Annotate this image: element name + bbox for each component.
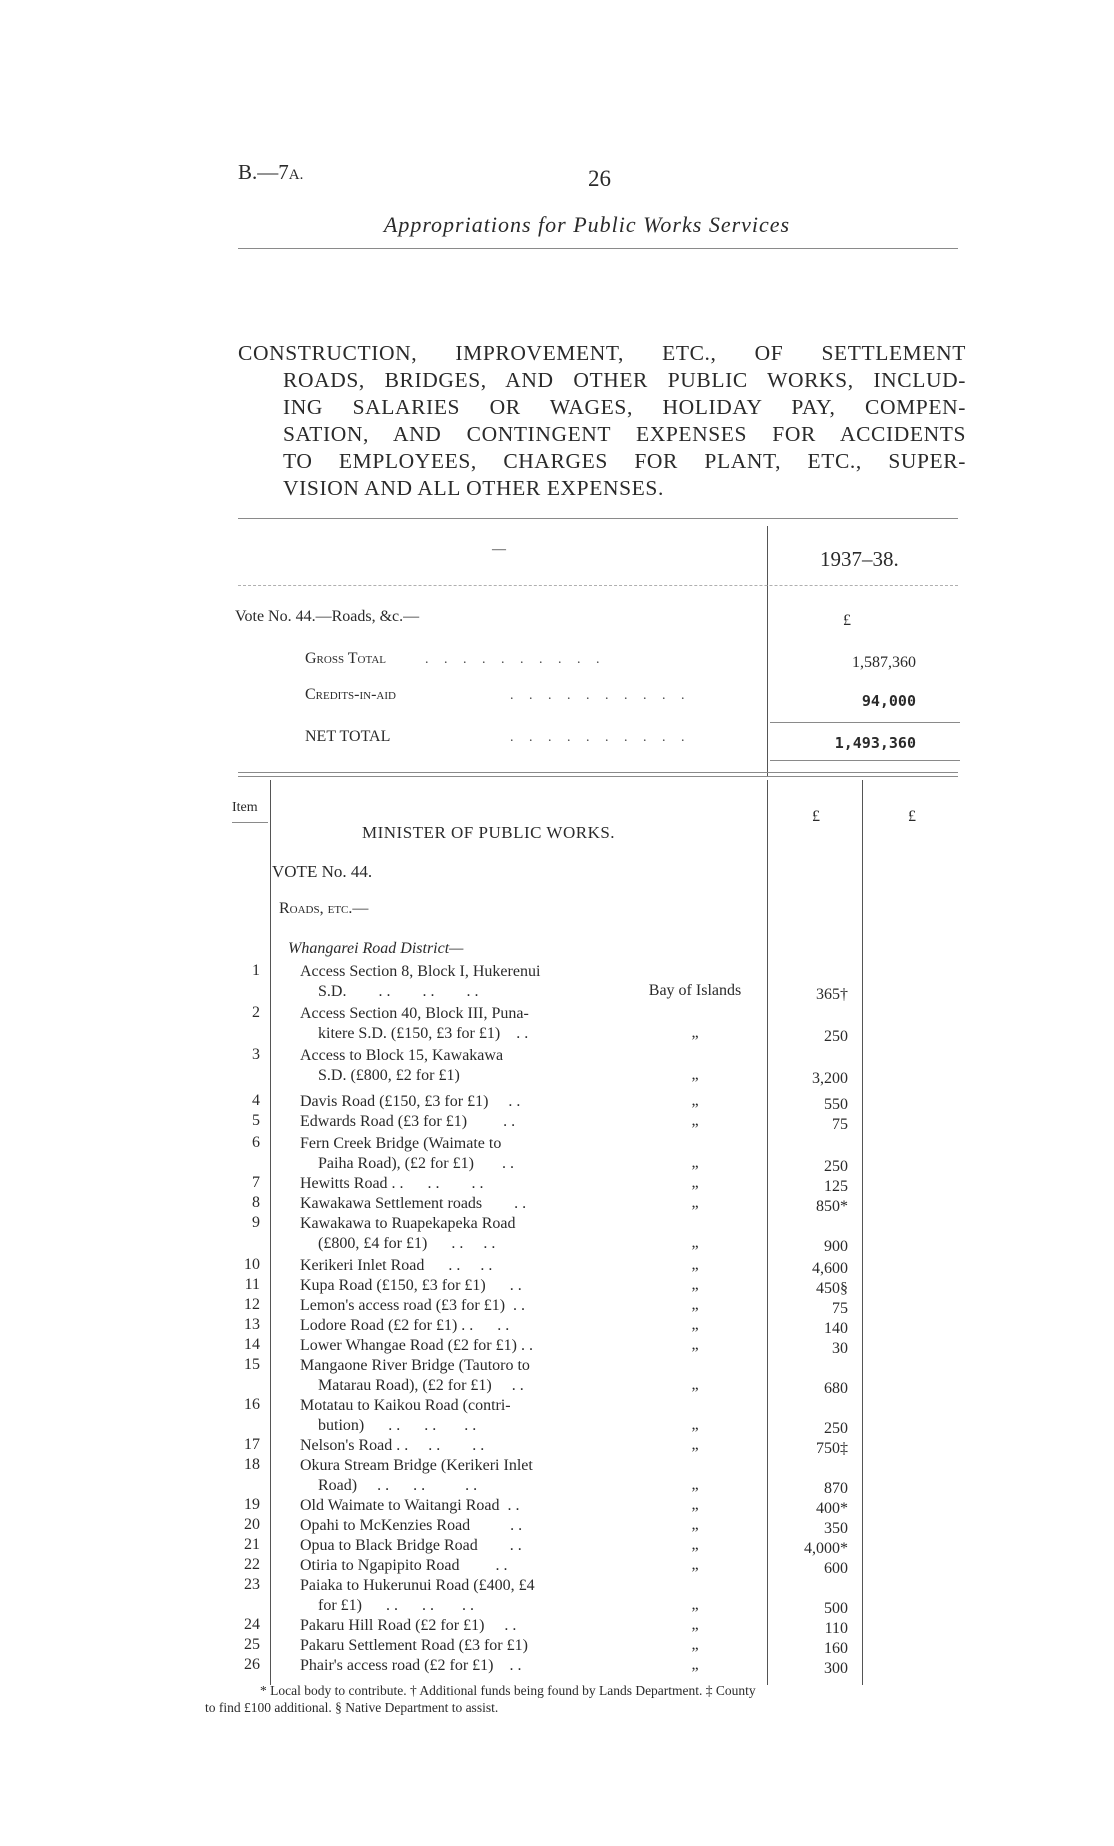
- item-district: „: [691, 1536, 699, 1553]
- item-amount: 4,000*: [804, 1540, 848, 1557]
- item-description: [300, 1194, 600, 1214]
- item-district: „: [691, 1234, 699, 1251]
- item-description-line: Phair's access road (£2 for £1) . .: [300, 1657, 522, 1674]
- item-description: [300, 1174, 600, 1194]
- item-district: „: [691, 1596, 699, 1613]
- vote-label: Vote No. 44.—Roads, &c.—: [235, 608, 420, 625]
- item-description: [300, 1004, 600, 1044]
- item-description-line: for £1) . . . . . .: [318, 1597, 474, 1614]
- item-column-divider: [270, 780, 271, 1685]
- item-description: [300, 1134, 600, 1174]
- item-number: 3: [252, 1046, 260, 1063]
- summary-column-divider: [767, 526, 768, 776]
- item-description: [300, 962, 600, 1002]
- total-column-divider: [862, 780, 863, 1685]
- item-description-line: Kawakawa Settlement roads . .: [300, 1195, 527, 1212]
- item-description: [300, 1576, 600, 1616]
- summary-top-rule: [238, 518, 958, 519]
- item-number: 19: [244, 1496, 260, 1513]
- item-description-line: Motatau to Kaikou Road (contri-: [300, 1397, 511, 1414]
- item-amount: 250: [824, 1028, 848, 1045]
- item-description-line: Lower Whangae Road (£2 for £1) . .: [300, 1337, 533, 1354]
- item-number: 9: [252, 1214, 260, 1231]
- item-number: 15: [244, 1356, 260, 1373]
- detail-top-rule: [238, 772, 958, 773]
- amount-column-currency: £: [812, 808, 820, 825]
- credits-in-aid-leader: . . . . . . . . . .: [510, 688, 691, 703]
- summary-dash: —: [492, 542, 506, 557]
- item-number: 17: [244, 1436, 260, 1453]
- item-number: 5: [252, 1112, 260, 1129]
- item-amount: 400*: [816, 1500, 848, 1517]
- item-number: 8: [252, 1194, 260, 1211]
- gross-total-value: 1,587,360: [852, 654, 916, 671]
- item-number: 10: [244, 1256, 260, 1273]
- summary-currency: £: [843, 612, 851, 629]
- item-amount: 850*: [816, 1198, 848, 1215]
- item-number: 14: [244, 1336, 260, 1353]
- item-district: „: [691, 1024, 699, 1041]
- item-district: „: [691, 1066, 699, 1083]
- item-description-line: bution) . . . . . .: [318, 1417, 477, 1434]
- vote-heading: VOTE No. 44.: [272, 862, 373, 881]
- summary-year-header: 1937–38.: [820, 547, 899, 571]
- item-description: [300, 1046, 600, 1086]
- section-heading: [238, 340, 966, 502]
- item-district: „: [691, 1112, 699, 1129]
- item-district: „: [691, 1276, 699, 1293]
- item-district: „: [691, 1496, 699, 1513]
- item-amount: 300: [824, 1660, 848, 1677]
- item-amount: 900: [824, 1238, 848, 1255]
- item-description-line: Paiha Road), (£2 for £1) . .: [318, 1155, 514, 1172]
- item-description-line: S.D. (£800, £2 for £1): [318, 1067, 460, 1084]
- item-number: 2: [252, 1004, 260, 1021]
- item-district: „: [691, 1376, 699, 1393]
- item-description-line: Lemon's access road (£3 for £1) . .: [300, 1297, 526, 1314]
- item-description: [300, 1536, 600, 1556]
- item-district: „: [691, 1476, 699, 1493]
- item-description: [300, 1112, 600, 1132]
- roads-heading: Roads, etc.—: [279, 900, 369, 917]
- heading-line: SATION, AND CONTINGENT EXPENSES FOR ACCIDENTS: [283, 422, 966, 446]
- item-description: [300, 1456, 600, 1496]
- item-description-line: S.D. . . . . . .: [318, 983, 479, 1000]
- heading-line: ING SALARIES OR WAGES, HOLIDAY PAY, COMPEN-: [283, 395, 966, 419]
- item-number: 13: [244, 1316, 260, 1333]
- item-amount: 870: [824, 1480, 848, 1497]
- item-description: [300, 1556, 600, 1576]
- item-amount: 350: [824, 1520, 848, 1537]
- net-total-rule: [770, 760, 960, 761]
- item-district: „: [691, 1154, 699, 1171]
- item-district: „: [691, 1256, 699, 1273]
- item-description-line: Pakaru Hill Road (£2 for £1) . .: [300, 1617, 517, 1634]
- item-number: 4: [252, 1092, 260, 1109]
- item-number: 25: [244, 1636, 260, 1653]
- document-reference-main: B.—7: [238, 160, 289, 184]
- item-number: 24: [244, 1616, 260, 1633]
- item-description-line: Kawakawa to Ruapekapeka Road: [300, 1215, 516, 1232]
- item-description: [300, 1256, 600, 1276]
- item-amount: 500: [824, 1600, 848, 1617]
- total-column-currency: £: [908, 808, 916, 825]
- item-description-line: Kerikeri Inlet Road . . . .: [300, 1257, 493, 1274]
- item-district: „: [691, 1636, 699, 1653]
- document-reference-suffix: A.: [288, 167, 304, 183]
- heading-line: ROADS, BRIDGES, AND OTHER PUBLIC WORKS, INCLUD-: [283, 368, 966, 392]
- item-description: [300, 1616, 600, 1636]
- heading-line: CONSTRUCTION, IMPROVEMENT, ETC., OF SETTLEMENT: [238, 341, 966, 365]
- item-amount: 75: [832, 1116, 848, 1133]
- item-description: [300, 1636, 600, 1656]
- item-number: 16: [244, 1396, 260, 1413]
- item-description: [300, 1276, 600, 1296]
- credits-in-aid-label: Credits-in-aid: [305, 686, 396, 703]
- item-description-line: Access Section 40, Block III, Puna-: [300, 1005, 529, 1022]
- item-amount: 600: [824, 1560, 848, 1577]
- district-heading: Whangarei Road District—: [288, 940, 464, 957]
- item-description-line: Paiaka to Hukerunui Road (£400, £4: [300, 1577, 535, 1594]
- item-amount: 160: [824, 1640, 848, 1657]
- footnotes: [205, 1682, 945, 1716]
- item-district: „: [691, 1174, 699, 1191]
- item-description-line: Pakaru Settlement Road (£3 for £1): [300, 1637, 528, 1654]
- item-description-line: Nelson's Road . . . . . .: [300, 1437, 485, 1454]
- item-number: 7: [252, 1174, 260, 1191]
- minister-heading: MINISTER OF PUBLIC WORKS.: [362, 823, 616, 842]
- item-description-line: Lodore Road (£2 for £1) . . . .: [300, 1317, 510, 1334]
- item-district: „: [691, 1316, 699, 1333]
- item-district: „: [691, 1092, 699, 1109]
- item-amount: 750‡: [816, 1440, 848, 1457]
- item-district: „: [691, 1436, 699, 1453]
- item-amount: 110: [824, 1620, 848, 1637]
- header-rule: [238, 248, 958, 249]
- net-total-label: NET TOTAL: [305, 728, 391, 745]
- running-title: Appropriations for Public Works Services: [383, 212, 791, 237]
- item-district: „: [691, 1516, 699, 1533]
- footnote-line: * Local body to contribute. † Additional funds being found by Lands Department. ‡ County: [260, 1683, 756, 1698]
- summary-header-rule: [238, 585, 958, 586]
- item-description: [300, 1356, 600, 1396]
- item-description: [300, 1092, 600, 1112]
- item-description: [300, 1516, 600, 1536]
- item-number: 18: [244, 1456, 260, 1473]
- document-reference: [238, 160, 303, 185]
- item-description-line: Fern Creek Bridge (Waimate to: [300, 1135, 502, 1152]
- item-description-line: Hewitts Road . . . . . .: [300, 1175, 484, 1192]
- item-description: [300, 1214, 600, 1254]
- item-amount: 3,200: [812, 1070, 848, 1087]
- item-description: [300, 1396, 600, 1436]
- item-amount: 365†: [816, 986, 848, 1003]
- item-header-rule: [232, 822, 268, 823]
- credits-in-aid-value: 94,000: [861, 692, 916, 710]
- item-description-line: Opahi to McKenzies Road . .: [300, 1517, 523, 1534]
- item-district: „: [691, 1656, 699, 1673]
- item-description-line: (£800, £4 for £1) . . . .: [318, 1235, 496, 1252]
- item-number: 23: [244, 1576, 260, 1593]
- item-district: „: [691, 1416, 699, 1433]
- net-total-leader: . . . . . . . . . .: [510, 730, 691, 745]
- item-number: 12: [244, 1296, 260, 1313]
- item-description-line: Davis Road (£150, £3 for £1) . .: [300, 1093, 521, 1110]
- item-amount: 125: [824, 1178, 848, 1195]
- page-number: 26: [588, 166, 611, 191]
- item-district: Bay of Islands: [648, 982, 742, 999]
- item-column-header: Item: [232, 800, 258, 815]
- item-description: [300, 1436, 600, 1456]
- item-description-line: Opua to Black Bridge Road . .: [300, 1537, 522, 1554]
- item-description: [300, 1316, 600, 1336]
- item-number: 22: [244, 1556, 260, 1573]
- item-amount: 250: [824, 1158, 848, 1175]
- item-number: 6: [252, 1134, 260, 1151]
- item-district: „: [691, 1296, 699, 1313]
- item-description: [300, 1336, 600, 1356]
- gross-total-label: Gross Total: [305, 650, 387, 667]
- item-number: 11: [244, 1276, 260, 1293]
- item-district: „: [691, 1336, 699, 1353]
- item-description-line: Mangaone River Bridge (Tautoro to: [300, 1357, 530, 1374]
- gross-total-leader: . . . . . . . . . .: [425, 652, 606, 667]
- item-amount: 4,600: [812, 1260, 848, 1277]
- credits-rule: [770, 722, 960, 723]
- item-amount: 550: [824, 1096, 848, 1113]
- item-description-line: Access to Block 15, Kawakawa: [300, 1047, 504, 1064]
- item-amount: 30: [832, 1340, 848, 1357]
- heading-line: VISION AND ALL OTHER EXPENSES.: [283, 476, 664, 500]
- item-district: „: [691, 1616, 699, 1633]
- item-description-line: Old Waimate to Waitangi Road . .: [300, 1497, 520, 1514]
- item-amount: 450§: [816, 1280, 848, 1297]
- footnote-line: to find £100 additional. § Native Department to assist.: [205, 1700, 499, 1715]
- detail-top-rule-2: [238, 776, 958, 777]
- net-total-value: 1,493,360: [834, 734, 916, 752]
- item-amount: 140: [824, 1320, 848, 1337]
- item-description-line: Edwards Road (£3 for £1) . .: [300, 1113, 516, 1130]
- item-amount: 680: [824, 1380, 848, 1397]
- item-number: 21: [244, 1536, 260, 1553]
- item-amount: 250: [824, 1420, 848, 1437]
- item-district: „: [691, 1556, 699, 1573]
- item-number: 26: [244, 1656, 260, 1673]
- item-description: [300, 1496, 600, 1516]
- item-description-line: Okura Stream Bridge (Kerikeri Inlet: [300, 1457, 533, 1474]
- item-description-line: Matarau Road), (£2 for £1) . .: [318, 1377, 524, 1394]
- item-district: „: [691, 1194, 699, 1211]
- item-description-line: Otiria to Ngapipito Road . .: [300, 1557, 508, 1574]
- item-description-line: Road) . . . . . .: [318, 1477, 478, 1494]
- item-description: [300, 1296, 600, 1316]
- item-number: 20: [244, 1516, 260, 1533]
- item-description: [300, 1656, 600, 1676]
- item-description-line: Access Section 8, Block I, Hukerenui: [300, 963, 541, 980]
- item-description-line: Kupa Road (£150, £3 for £1) . .: [300, 1277, 522, 1294]
- heading-line: TO EMPLOYEES, CHARGES FOR PLANT, ETC., SUPER-: [283, 449, 966, 473]
- item-amount: 75: [832, 1300, 848, 1317]
- item-description-line: kitere S.D. (£150, £3 for £1) . .: [318, 1025, 529, 1042]
- item-number: 1: [252, 962, 260, 979]
